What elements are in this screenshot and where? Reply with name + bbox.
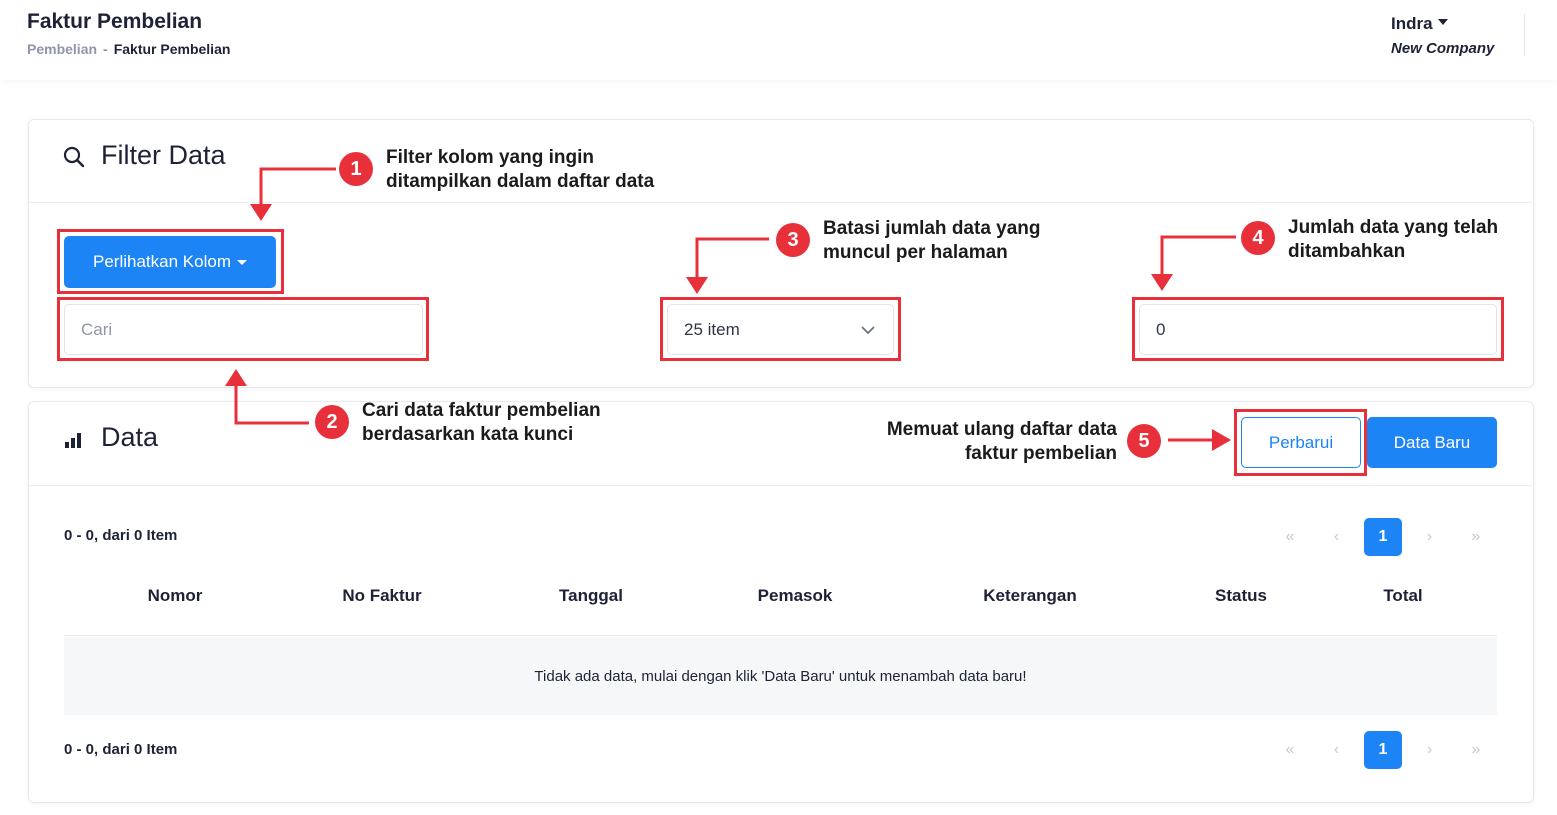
annotation-note-4-line-1: Jumlah data yang telah (1288, 217, 1499, 238)
company-name: New Company (1391, 40, 1495, 57)
annotation-note-5-line-2: faktur pembelian (964, 443, 1117, 464)
page-size-value: 25 item (684, 319, 740, 339)
annotation-badge-2: 2 (315, 405, 349, 439)
column-header-status[interactable]: Status (1215, 586, 1267, 605)
annotation-note-5 (817, 418, 1117, 466)
pagination-info-bottom: 0 - 0, dari 0 Item (64, 741, 178, 758)
annotation-note-1 (386, 146, 654, 194)
annotation-note-1-line-1: Filter kolom yang ingin (386, 147, 594, 168)
annotation-note-2 (362, 399, 601, 447)
column-header-total[interactable]: Total (1383, 586, 1423, 605)
annotation-badge-4: 4 (1241, 221, 1275, 255)
annotation-note-2-line-2: berdasarkan kata kunci (362, 424, 574, 445)
page-title: Faktur Pembelian (27, 10, 203, 33)
column-header-keterangan[interactable]: Keterangan (983, 586, 1077, 605)
annotation-badge-1: 1 (339, 152, 373, 186)
annotation-badge-3: 3 (776, 223, 810, 257)
prev-page-button[interactable]: ‹ (1333, 528, 1340, 545)
filter-title: Filter Data (101, 140, 226, 170)
annotation-note-3-line-1: Batasi jumlah data yang (823, 218, 1041, 239)
show-columns-label: Perlihatkan Kolom (93, 252, 231, 271)
annotation-note-4-line-2: ditambahkan (1288, 241, 1406, 262)
column-header-no-faktur[interactable]: No Faktur (342, 586, 422, 605)
prev-page-button[interactable]: ‹ (1333, 741, 1340, 758)
annotation-note-5-line-1: Memuat ulang daftar data (886, 419, 1117, 440)
new-data-button[interactable]: Data Baru (1367, 417, 1497, 468)
last-page-button[interactable]: » (1471, 741, 1481, 758)
breadcrumb-parent[interactable]: Pembelian (27, 41, 98, 57)
annotation-note-4 (1288, 216, 1498, 264)
user-name: Indra (1391, 14, 1433, 33)
page-1-button[interactable]: 1 (1364, 518, 1402, 556)
page-1-button[interactable]: 1 (1364, 731, 1402, 769)
pagination-info-top: 0 - 0, dari 0 Item (64, 527, 178, 544)
annotation-note-2-line-1: Cari data faktur pembelian (362, 400, 601, 421)
first-page-button[interactable]: « (1285, 741, 1295, 758)
last-page-button[interactable]: » (1471, 528, 1481, 545)
next-page-button[interactable]: › (1426, 528, 1433, 545)
next-page-button[interactable]: › (1426, 741, 1433, 758)
column-header-tanggal[interactable]: Tanggal (559, 586, 623, 605)
annotation-note-3-line-2: muncul per halaman (823, 242, 1008, 263)
data-title: Data (101, 422, 159, 452)
first-page-button[interactable]: « (1285, 528, 1295, 545)
empty-table-message: Tidak ada data, mulai dengan klik 'Data Baru' untuk menambah data baru! (64, 637, 1497, 715)
column-header-nomor[interactable]: Nomor (147, 586, 203, 605)
breadcrumb-current: Faktur Pembelian (113, 41, 231, 57)
breadcrumb-separator: - (103, 41, 108, 57)
annotation-badge-5: 5 (1127, 424, 1161, 458)
annotation-note-3 (823, 217, 1041, 265)
refresh-button[interactable]: Perbarui (1241, 417, 1361, 468)
search-placeholder: Cari (81, 319, 113, 339)
annotation-note-1-line-2: ditampilkan dalam daftar data (386, 171, 655, 192)
column-header-pemasok[interactable]: Pemasok (757, 586, 833, 605)
data-count-value: 0 (1156, 319, 1166, 339)
